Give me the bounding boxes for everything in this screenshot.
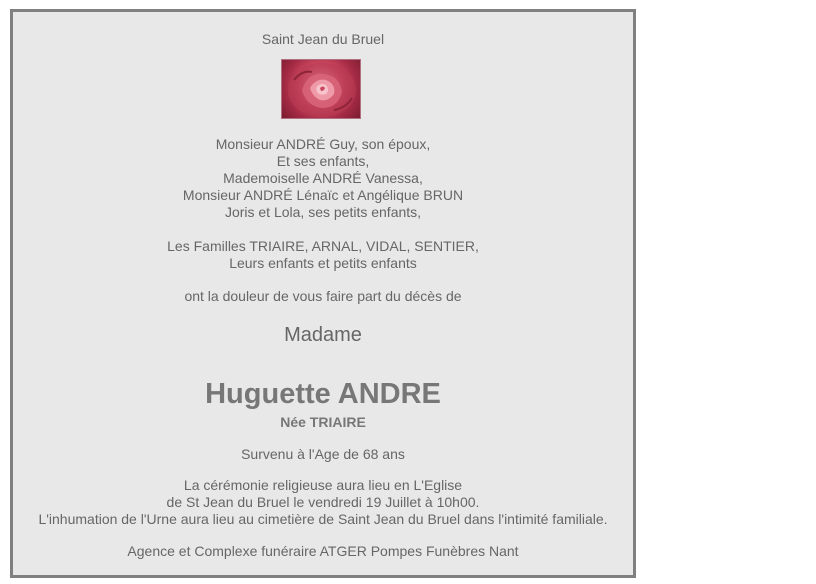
- maiden-name: Née TRIAIRE: [280, 414, 366, 430]
- location-header: Saint Jean du Bruel: [261, 31, 385, 47]
- extended-family-line: Leurs enfants et petits enfants: [229, 255, 417, 271]
- deceased-title: Madame: [284, 324, 362, 346]
- deceased-name: Huguette ANDRE: [205, 378, 441, 410]
- family-line: Monsieur ANDRÉ Guy, son époux,: [215, 136, 431, 152]
- ceremony-line: L'inhumation de l'Urne aura lieu au cimetière de Saint Jean du Bruel dans l'intimité familiale.: [38, 511, 608, 527]
- ceremony-line: de St Jean du Bruel le vendredi 19 Juillet à 10h00.: [166, 494, 480, 510]
- family-line: Joris et Lola, ses petits enfants,: [224, 204, 422, 220]
- rose-image: [281, 59, 361, 119]
- announcement-text: ont la douleur de vous faire part du décès de: [184, 288, 462, 304]
- extended-family-line: Les Familles TRIAIRE, ARNAL, VIDAL, SENTIER,: [167, 238, 479, 254]
- family-line: Monsieur ANDRÉ Lénaïc et Angélique BRUN: [182, 187, 464, 203]
- age-line: Survenu à l'Age de 68 ans: [241, 446, 405, 462]
- family-line: Et ses enfants,: [276, 153, 370, 169]
- agency-footer: Agence et Complexe funéraire ATGER Pompes Funèbres Nant: [127, 543, 519, 559]
- ceremony-line: La cérémonie religieuse aura lieu en L'Eglise: [183, 477, 463, 493]
- family-line: Mademoiselle ANDRÉ Vanessa,: [223, 170, 423, 186]
- obituary-card: [10, 9, 636, 578]
